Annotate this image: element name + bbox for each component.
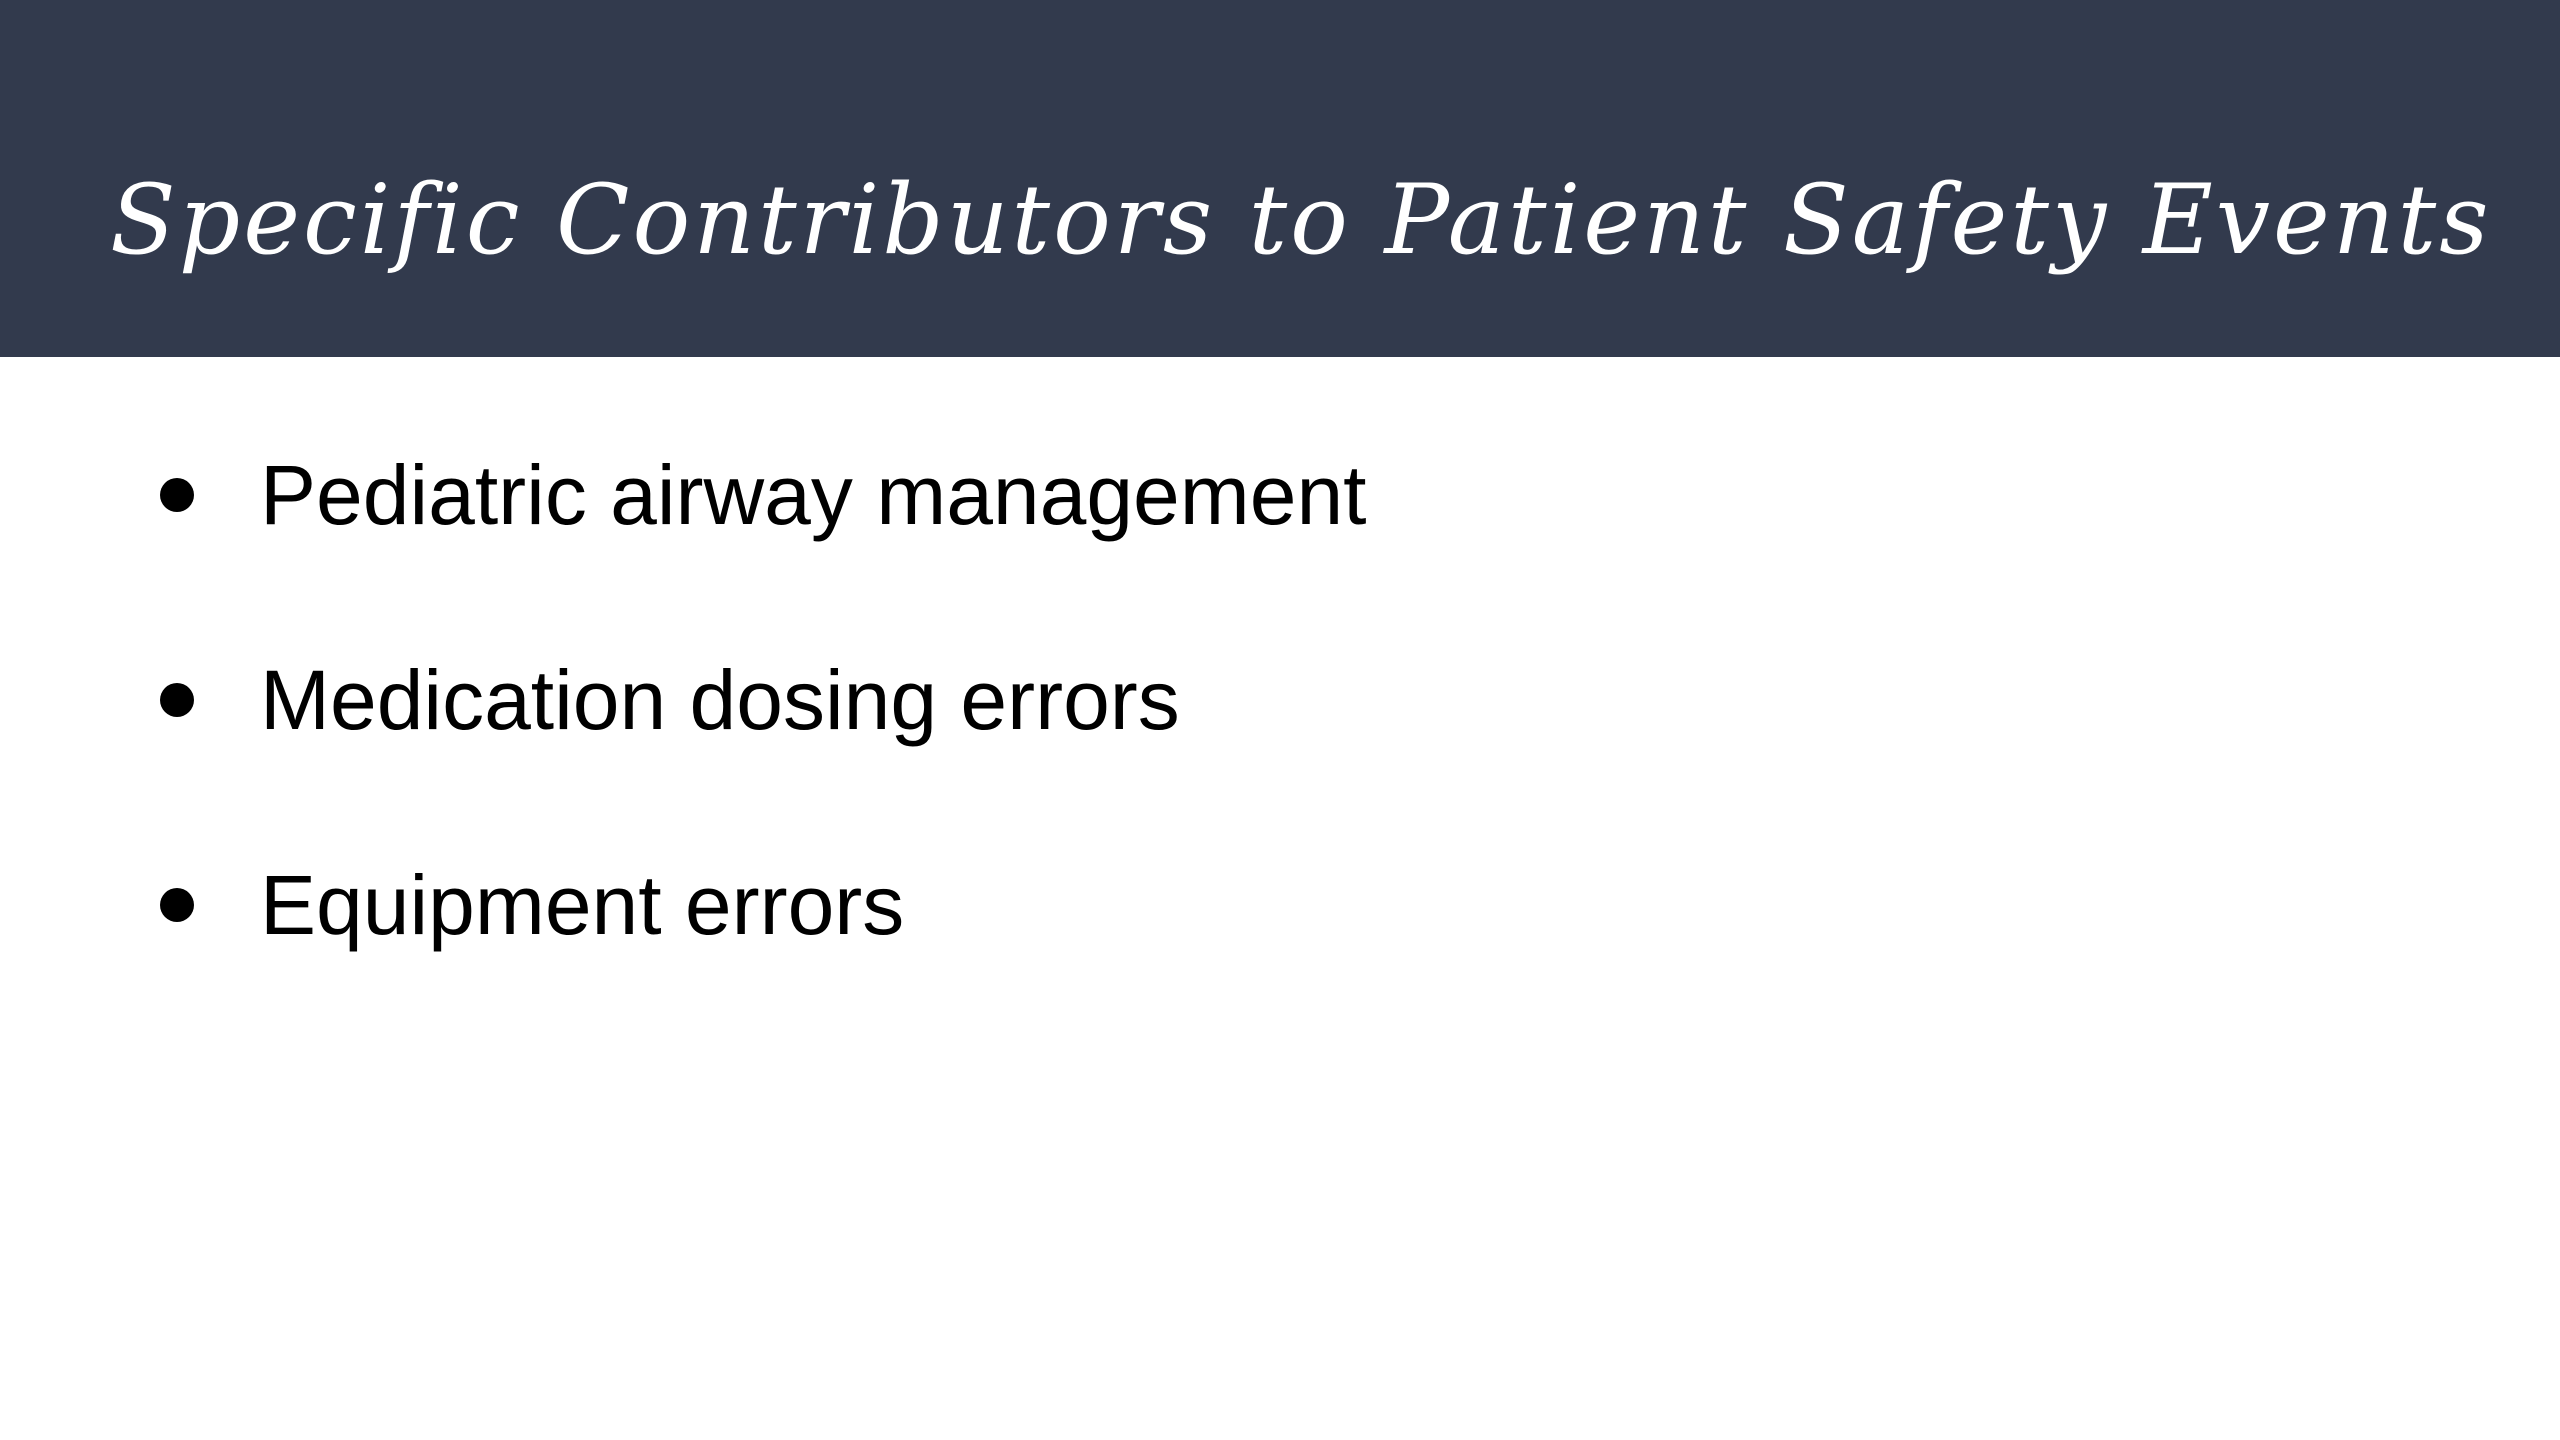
title-bar <box>0 0 2560 357</box>
bullet-point-icon <box>160 888 194 922</box>
bullet-text: Medication dosing errors <box>260 653 1180 747</box>
bullet-item <box>0 840 2400 970</box>
bullet-item <box>0 430 2400 560</box>
bullet-text: Pediatric airway management <box>260 448 1367 542</box>
bullet-item <box>0 635 2400 765</box>
slide-title: Specific Contributors to Patient Safety Events <box>110 164 2492 276</box>
bullet-point-icon <box>160 478 194 512</box>
bullet-text: Equipment errors <box>260 858 905 952</box>
bullet-point-icon <box>160 683 194 717</box>
